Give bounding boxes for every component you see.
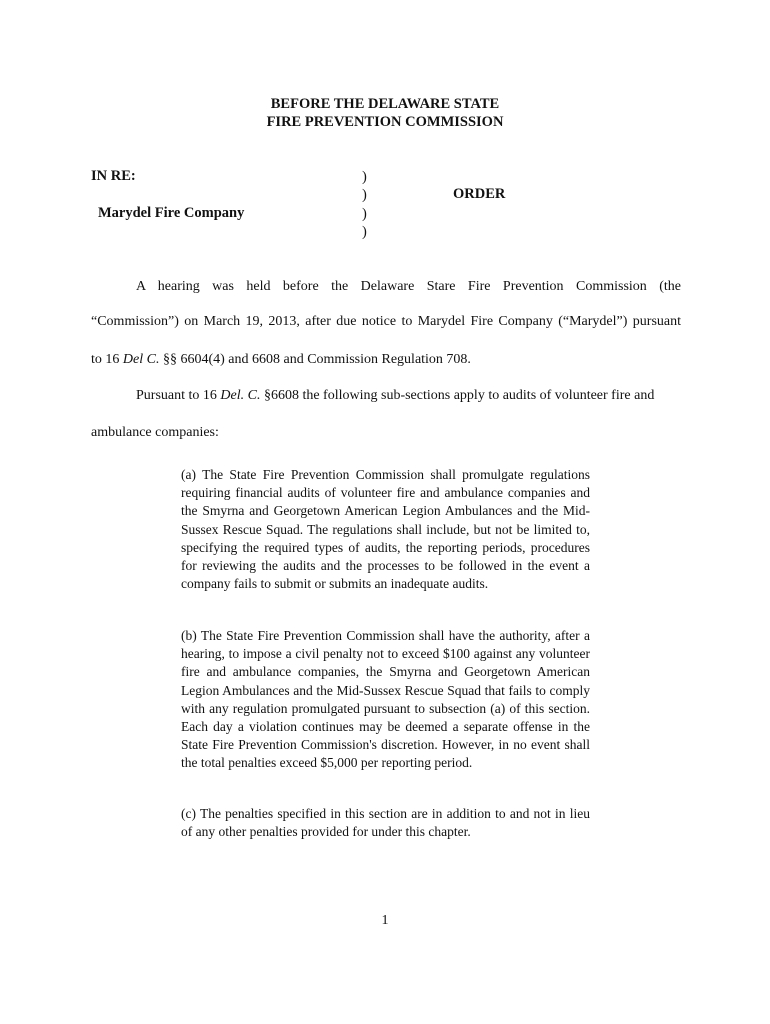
order-heading: ORDER <box>453 186 506 202</box>
text-fragment: to 16 <box>91 352 123 367</box>
quoted-subsection-a: (a) The State Fire Prevention Commission shall promulgate regulations requiring financial audits of volunteer fire and ambulance companies and the Smyrna and Georgetown American Legion Ambulances and the Mid-Sussex Rescue Squad. The regulations shall include, but not be limited to, specifying the required types of audits, the reporting periods, procedures for reviewing the audits and the processes to be followed in the event a company fails to submit or submits an inadequate audits. <box>181 467 590 592</box>
caption-party-name: Marydel Fire Company <box>98 205 245 221</box>
header-line-1: BEFORE THE DELAWARE STATE <box>270 96 500 112</box>
paragraph-1-line-3 <box>91 351 471 369</box>
citation-italic: Del C. <box>122 352 160 367</box>
caption-paren: ) <box>362 205 367 222</box>
caption-paren: ) <box>362 223 367 240</box>
caption-paren: ) <box>362 187 367 204</box>
caption-in-re: IN RE: <box>91 168 136 184</box>
paragraph-1-line-2: “Commission”) on March 19, 2013, after due notice to Marydel Fire Company (“Marydel”) pursuant <box>91 314 681 329</box>
header-line-2: FIRE PREVENTION COMMISSION <box>266 114 504 130</box>
quoted-subsection-b: (b) The State Fire Prevention Commission shall have the authority, after a hearing, to impose a civil penalty not to exceed $100 against any volunteer fire and ambulance companies, the Smyrna and Georgetown American Legion Ambulances and the Mid-Sussex Rescue Squad that fails to comply with any regulation promulgated pursuant to subsection (a) of this section. Each day a violation continues may be deemed a separate offense in the State Fire Prevention Commission's discretion. However, in no event shall the total penalties exceed $5,000 per reporting period. <box>181 628 590 771</box>
text-fragment: §§ 6604(4) and 6608 and Commission Regulation 708. <box>159 352 471 367</box>
paragraph-2-line-2: ambulance companies: <box>91 425 219 440</box>
text-fragment: Pursuant to 16 <box>136 388 221 403</box>
paragraph-2-line-1 <box>136 387 681 405</box>
caption-paren: ) <box>362 169 367 185</box>
paragraph-1-line-1: A hearing was held before the Delaware Stare Fire Prevention Commission (the <box>136 279 681 294</box>
citation-italic: Del. C. <box>220 388 261 403</box>
text-fragment: §6608 the following sub-sections apply to audits of volunteer fire and <box>260 388 655 403</box>
page-number: 1 <box>381 913 389 928</box>
quoted-subsection-c: (c) The penalties specified in this section are in addition to and not in lieu of any other penalties provided for under this chapter. <box>181 806 590 840</box>
caption-paren-column <box>362 168 367 241</box>
